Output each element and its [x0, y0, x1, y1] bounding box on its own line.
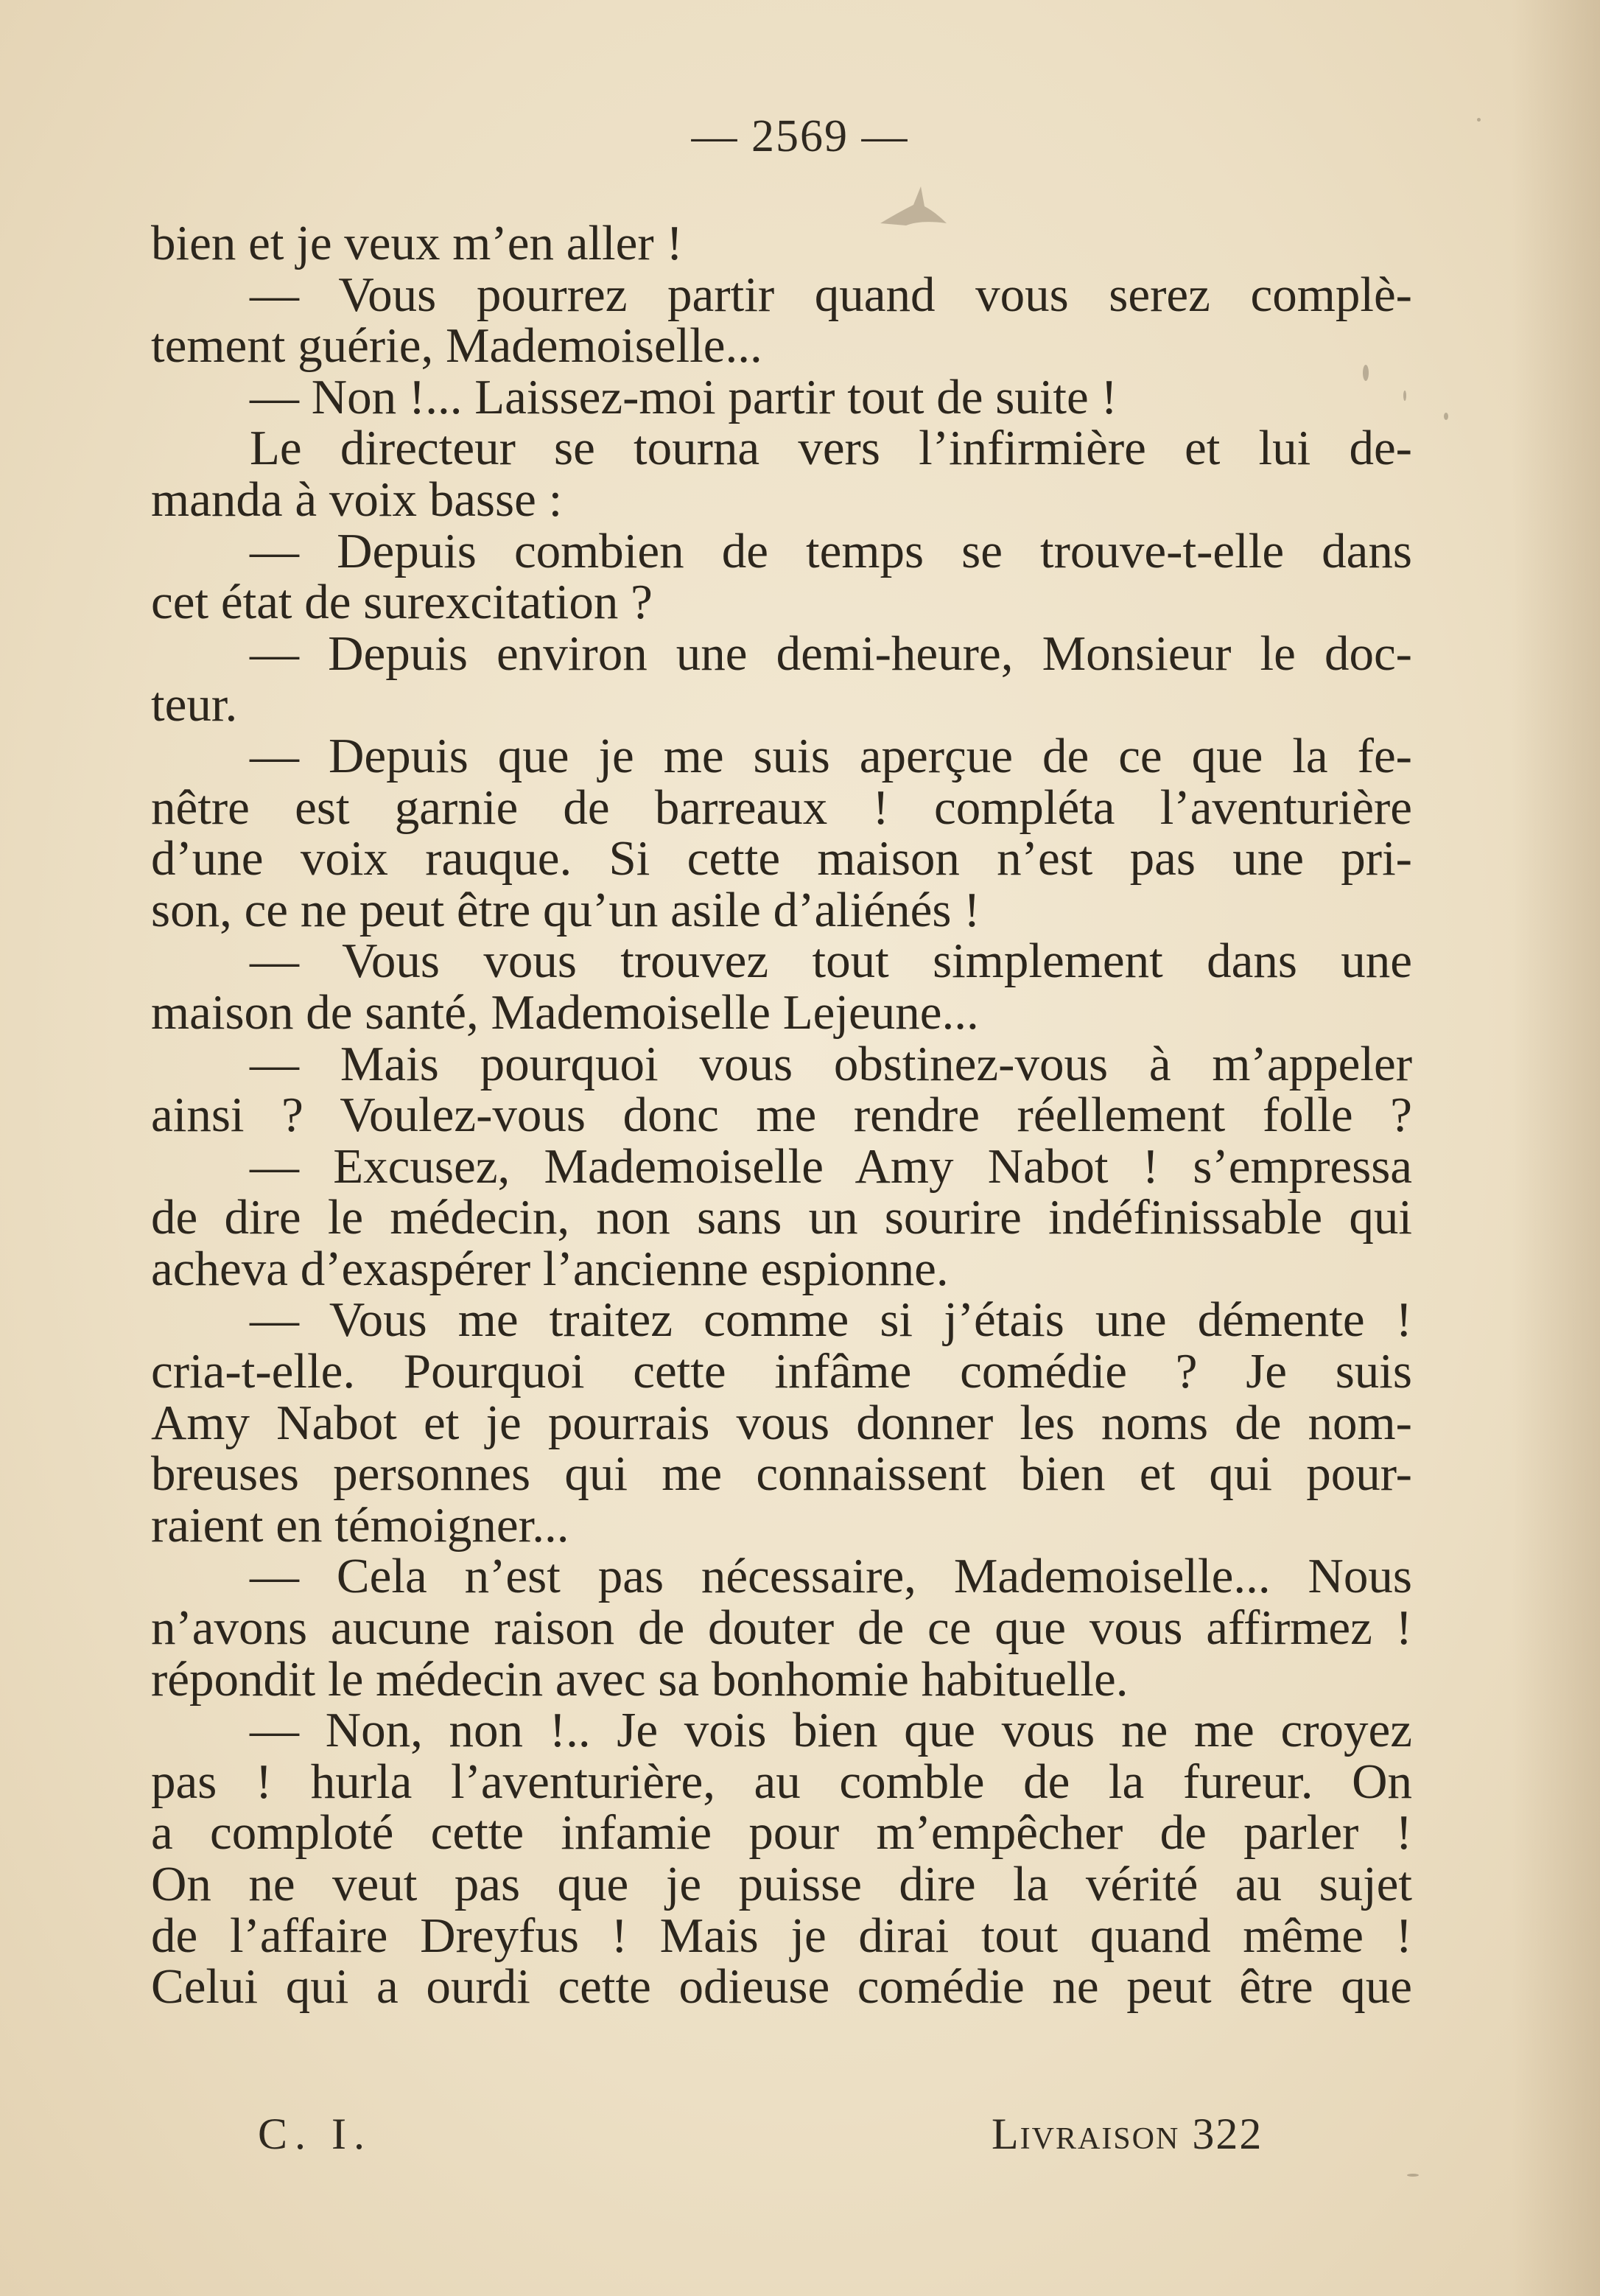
body-text [151, 218, 1412, 2013]
text-line: raient en témoigner... [151, 1497, 569, 1553]
text-line: manda à voix basse : [151, 472, 563, 527]
text-line: — Depuis que je me suis aperçue de ce que la fe- [250, 728, 1412, 783]
text-line: bien et je veux m’en aller ! [151, 216, 683, 270]
paper-speck [1477, 118, 1481, 122]
text-line: cet état de surexcitation ? [151, 575, 653, 630]
text-line: — Vous pourrez partir quand vous serez complè- [250, 267, 1412, 322]
text-line: a comploté cette infamie pour m’empêcher de parler ! [151, 1805, 1412, 1861]
text-line: acheva d’exaspérer l’ancienne espionne. [151, 1241, 949, 1296]
text-line: — Excusez, Mademoiselle Amy Nabot ! s’empressa [250, 1138, 1412, 1194]
text-line: nêtre est garnie de barreaux ! compléta l’aventurière [151, 780, 1412, 835]
text-line: Celui qui a ourdi cette odieuse comédie ne peut être que [151, 1959, 1412, 2015]
paper-speck [1407, 2174, 1419, 2177]
text-line: pas ! hurla l’aventurière, au comble de la fureur. On [151, 1754, 1412, 1809]
text-line: — Non, non !.. Je vois bien que vous ne me croyez [250, 1703, 1412, 1758]
text-line: — Mais pourquoi vous obstinez-vous à m’appeler [250, 1036, 1412, 1091]
text-line: — Depuis combien de temps se trouve-t-elle dans [250, 523, 1412, 578]
paper-speck [1363, 365, 1369, 381]
text-line: teur. [151, 677, 238, 732]
text-line: breuses personnes qui me connaissent bien et qui pour- [151, 1446, 1412, 1502]
text-line: n’avons aucune raison de douter de ce que vous affirmez ! [151, 1600, 1412, 1656]
footer-signature-mark: C. I. [258, 2110, 372, 2158]
text-line: d’une voix rauque. Si cette maison n’est pas une pri- [151, 831, 1412, 886]
footer-installment-label: Livraison 322 [992, 2110, 1263, 2158]
page-footer [0, 2109, 1600, 2168]
paper-speck [1403, 391, 1406, 401]
text-line: de l’affaire Dreyfus ! Mais je dirai tout quand même ! [151, 1908, 1412, 1963]
paper-speck [1444, 413, 1448, 420]
text-line: On ne veut pas que je puisse dire la vérité au sujet [151, 1857, 1412, 1911]
text-line: Amy Nabot et je pourrais vous donner les noms de nom- [151, 1395, 1412, 1450]
text-line: son, ce ne peut être qu’un asile d’aliénés ! [151, 882, 980, 937]
text-line: Le directeur se tourna vers l’infirmière et lui de- [250, 421, 1412, 476]
text-line: — Vous vous trouvez tout simplement dans une [250, 934, 1412, 989]
text-line: de dire le médecin, non sans un sourire indéfinissable qui [151, 1190, 1412, 1245]
text-line: ainsi ? Voulez-vous donc me rendre réellement folle ? [151, 1088, 1412, 1143]
text-line: — Depuis environ une demi-heure, Monsieur le doc- [250, 626, 1412, 681]
page-edge-shadow [1512, 0, 1600, 2296]
text-line: — Cela n’est pas nécessaire, Mademoiselle... Nous [250, 1549, 1412, 1604]
text-line: tement guérie, Mademoiselle... [151, 318, 762, 374]
text-line: répondit le médecin avec sa bonhomie habituelle. [151, 1651, 1129, 1707]
text-line: — Vous me traitez comme si j’étais une démente ! [250, 1292, 1412, 1348]
page-number: — 2569 — [691, 111, 909, 161]
text-line: — Non !... Laissez-moi partir tout de suite ! [250, 369, 1117, 424]
text-line: maison de santé, Mademoiselle Lejeune... [151, 984, 979, 1040]
text-line: cria-t-elle. Pourquoi cette infâme comédie ? Je suis [151, 1344, 1412, 1399]
